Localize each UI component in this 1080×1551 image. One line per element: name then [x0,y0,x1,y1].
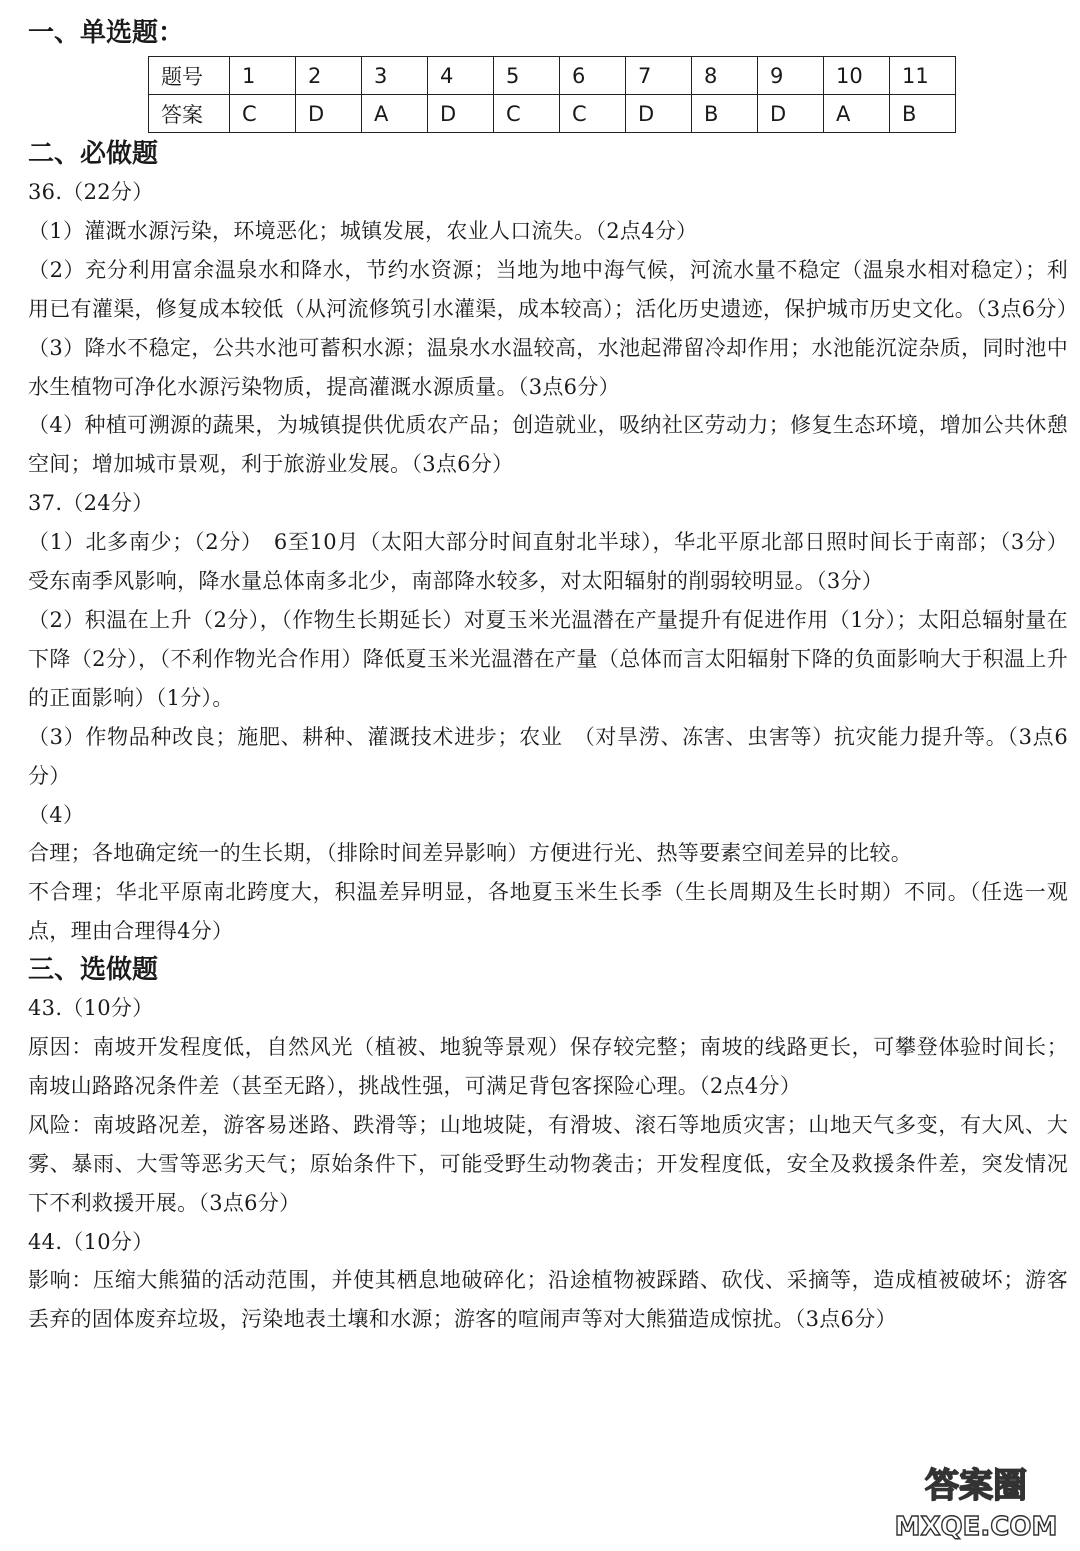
question-43-title: 43.（10分） [28,996,154,1021]
row-label-number: 题号 [149,57,230,95]
q43-reasons: 原因：南坡开发程度低，自然风光（植被、地貌等景观）保存较完整；南坡的线路更长，可攀登体验时间长；南坡山路路况条件差（甚至无路），挑战性强，可满足背包客探险心理。（2点4分） [28,1035,1068,1098]
watermark-text-main: 答案圈 [925,1466,1027,1506]
question-number: 3 [362,57,428,95]
q37-part3: （3）作物品种改良；施肥、耕种、灌溉技术进步；农业 （对旱涝、冻害、虫害等）抗灾能力提升等。（3点6分） [28,724,1068,788]
question-number: 2 [296,57,362,95]
answer-cell: A [362,95,428,133]
question-number: 9 [758,57,824,95]
question-number: 4 [428,57,494,95]
answer-cell: B [692,95,758,133]
q36-part2: （2）充分利用富余温泉水和降水，节约水资源；当地为地中海气候，河流水量不稳定（温泉水相对稳定）；利用已有灌渠，修复成本较低（从河流修筑引水灌渠，成本较高）；活化历史遗迹，保护城市历史文化。（3点6分） [28,257,1079,321]
section3-heading: 三、选做题 [28,955,159,986]
answer-row [149,95,956,133]
question-number: 6 [560,57,626,95]
q37-part2: （2）积温在上升（2分），（作物生长期延长）对夏玉米光温潜在产量提升有促进作用（1分）；太阳总辐射量在下降（2分），（不利作物光合作用）降低夏玉米光温潜在产量（总体而言太阳辐射下降的负面影响大于积温上升的正面影响）（1分）。 [28,607,1068,710]
question-number: 5 [494,57,560,95]
question-44-title: 44.（10分） [28,1229,154,1254]
question-37-title: 37.（24分） [28,491,154,516]
question-number: 7 [626,57,692,95]
answer-cell: C [560,95,626,133]
section1-heading: 一、单选题： [28,18,185,48]
answer-cell: A [824,95,890,133]
answer-cell: D [758,95,824,133]
q36-part3: （3）降水不稳定，公共水池可蓄积水源；温泉水水温较高，水池起滞留冷却作用；水池能沉淀杂质，同时池中水生植物可净化水源污染物质，提高灌溉水源质量。（3点6分） [28,335,1068,399]
question-number: 8 [692,57,758,95]
q37-part4-unreasonable: 不合理；华北平原南北跨度大，积温差异明显，各地夏玉米生长季（生长周期及生长时期）不同。（任选一观点，理由合理得4分） [28,880,1068,944]
q36-part4: （4）种植可溯源的蔬果，为城镇提供优质农产品；创造就业，吸纳社区劳动力；修复生态环境，增加公共休憩空间；增加城市景观，利于旅游业发展。（3点6分） [28,413,1068,477]
q37-part1: （1）北多南少；（2分） 6至10月（太阳大部分时间直射北半球），华北平原北部日照时间长于南部；（3分）受东南季风影响，降水量总体南多北少，南部降水较多，对太阳辐射的削弱较明显。（3分） [28,530,1068,594]
watermark-logo [886,1455,1066,1545]
q44-impacts: 影响：压缩大熊猫的活动范围，并使其栖息地破碎化；沿途植物被踩踏、砍伐、采摘等，造成植被破坏；游客丢弃的固体废弃垃圾，污染地表土壤和水源；游客的喧闹声等对大熊猫造成惊扰。（3点6分） [28,1268,1068,1332]
answer-document [28,14,1079,1339]
answer-cell: C [230,95,296,133]
question-number: 11 [890,57,956,95]
question-number: 1 [230,57,296,95]
q37-part4-label: （4） [28,802,85,827]
question-36-title: 36.（22分） [28,180,154,204]
answer-cell: C [494,95,560,133]
question-number: 10 [824,57,890,95]
q43-risks: 风险：南坡路况差，游客易迷路、跌滑等；山地坡陡，有滑坡、滚石等地质灾害；山地天气多变，有大风、大雾、暴雨、大雪等恶劣天气；原始条件下，可能受野生动物袭击；开发程度低，安全及救援条件差，突发情况下不利救援开展。（3点6分） [28,1112,1068,1215]
answer-table [148,56,956,133]
answer-cell: D [296,95,362,133]
section2-heading: 二、必做题 [28,139,159,169]
question-number-row [149,57,956,95]
answer-cell: B [890,95,956,133]
watermark-text-url: MXQE.COM [894,1512,1058,1542]
answer-cell: D [626,95,692,133]
answer-cell: D [428,95,494,133]
q36-part1: （1）灌溉水源污染，环境恶化；城镇发展，农业人口流失。（2点4分） [28,218,698,243]
row-label-answer: 答案 [149,95,230,133]
q37-part4-reasonable: 合理；各地确定统一的生长期，（排除时间差异影响）方便进行光、热等要素空间差异的比较。 [28,841,913,866]
